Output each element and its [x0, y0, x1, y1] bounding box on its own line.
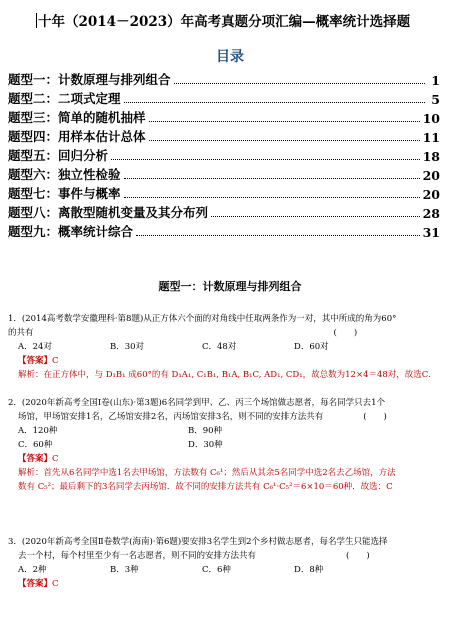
answer-label: 【答案】: [18, 356, 53, 366]
question-2: [8, 396, 448, 494]
toc-leader-dots: [124, 177, 420, 179]
answer-line: [8, 354, 448, 368]
toc-entry-page: 10: [422, 111, 440, 126]
toc-entry[interactable]: [8, 107, 440, 126]
option-a: A．120种: [18, 426, 58, 436]
options: [8, 340, 448, 354]
toc-entry-label: 题型七：事件与概率: [8, 186, 121, 201]
toc-leader-dots: [124, 101, 425, 103]
answer-paren: ( ): [346, 551, 370, 561]
answer-line: [8, 452, 448, 466]
option-d: D．30种: [188, 440, 223, 450]
option-b: B．30对: [110, 342, 145, 352]
toc-entry-page: 11: [422, 130, 440, 145]
question-stem: 1．(2014高考数学安徽理科·第8题)从正方体六个面的对角线中任取两条作为一对，其中所成的角为60°: [8, 314, 397, 324]
toc-entry-label: 题型九：概率统计综合: [8, 224, 134, 239]
option-a: A．24对: [18, 342, 52, 352]
question-stem: 3．(2020年新高考全国Ⅱ卷数学(海南)·第6题)要安排3名学生到2个乡村做志愿者，每名学生只能选择: [8, 537, 388, 547]
options: [8, 563, 448, 577]
toc-entry-page: 18: [422, 149, 440, 164]
toc-entry-page: 20: [422, 187, 440, 202]
option-c: C．48对: [202, 342, 237, 352]
question-stem-text: 的共有: [8, 328, 34, 338]
solution: 解析：首先从6名同学中选1名去甲场馆，方法数有 C₆¹；然后从其余5名同学中选2名去乙场馆，方法: [18, 468, 396, 478]
option-d: D．60对: [294, 342, 329, 352]
answer-label: 【答案】: [18, 579, 53, 589]
answer-value: C: [52, 454, 59, 464]
question-stem-cont: [8, 326, 448, 340]
question-1: [8, 312, 448, 382]
toc-heading: 目录: [216, 49, 244, 65]
toc-entry-page: 5: [431, 92, 440, 107]
toc-entry[interactable]: [8, 221, 440, 240]
toc-leader-dots: [149, 120, 420, 122]
question-stem-text: 去一个村，每个村里至少有一名志愿者，则不同的安排方法共有: [18, 551, 257, 561]
solution: 解析：在正方体中，与 D₁B₁ 成60°的有 D₁A₁, C₁B₁, B₁A, B₁C, AD₁, CD₁，故总数为12×4＝48对，故选C.: [18, 370, 431, 380]
option-d: D．8种: [294, 565, 324, 575]
toc-entry[interactable]: [8, 145, 440, 164]
toc-leader-dots: [136, 234, 420, 236]
options: [8, 424, 448, 438]
toc-entry-label: 题型四：用样本估计总体: [8, 129, 146, 144]
toc-entry-page: 28: [422, 206, 440, 221]
toc-leader-dots: [211, 215, 420, 217]
toc-entry-page: 31: [422, 225, 440, 240]
toc-entry-page: 20: [422, 168, 440, 183]
toc-entry[interactable]: [8, 88, 440, 107]
question-stem: 2．(2020年新高考全国Ⅰ卷(山东)·第3题)6名同学到甲、乙、丙三个场馆做志愿者，每名同学只去1个: [8, 398, 386, 408]
toc-entry-label: 题型五：回归分析: [8, 148, 109, 163]
text-cursor: [36, 13, 37, 28]
option-c: C．60种: [18, 440, 53, 450]
document-title: [36, 10, 436, 30]
toc-entry-label: 题型二：二项式定理: [8, 91, 121, 106]
toc-entry[interactable]: [8, 69, 440, 88]
toc-entry[interactable]: [8, 126, 440, 145]
answer-value: C: [52, 579, 59, 589]
toc-entry-label: 题型八：离散型随机变量及其分布列: [8, 205, 209, 220]
option-c: C．6种: [202, 565, 231, 575]
option-a: A．2种: [18, 565, 47, 575]
option-b: B．90种: [188, 426, 223, 436]
toc-entry-label: 题型六：独立性检验: [8, 167, 121, 182]
answer-paren: ( ): [333, 328, 358, 338]
toc-entry-page: 1: [431, 73, 440, 88]
toc-entry[interactable]: [8, 202, 440, 221]
answer-line: [8, 577, 448, 591]
solution-cont: 数有 C₅²；最后剩下的3名同学去丙场馆．故不同的安排方法共有 C₆¹·C₅²＝6×10＝60种．故选：C: [18, 482, 393, 492]
question-stem-cont: [8, 410, 448, 424]
toc-leader-dots: [124, 196, 420, 198]
answer-label: 【答案】: [18, 454, 53, 464]
options: [8, 438, 448, 452]
question-stem-text: 场馆，甲场馆安排1名，乙场馆安排2名，丙场馆安排3名，则不同的安排方法共有: [18, 412, 324, 422]
toc-entry[interactable]: [8, 164, 440, 183]
option-b: B．3种: [110, 565, 139, 575]
toc-entry-label: 题型一：计数原理与排列组合: [8, 72, 171, 87]
toc-leader-dots: [149, 139, 420, 141]
question-3: [8, 535, 448, 591]
toc-leader-dots: [174, 82, 425, 84]
answer-paren: ( ): [363, 412, 387, 422]
document-title-text: 十年（2014－2023）年高考真题分项汇编—概率统计选择题: [38, 14, 411, 30]
toc-entry-label: 题型三：简单的随机抽样: [8, 110, 146, 125]
section-heading: 题型一：计数原理与排列组合: [158, 280, 302, 293]
toc-leader-dots: [111, 158, 420, 160]
question-stem-cont: [8, 549, 448, 563]
toc-entry[interactable]: [8, 183, 440, 202]
answer-value: C: [52, 356, 59, 366]
table-of-contents: [8, 69, 440, 240]
